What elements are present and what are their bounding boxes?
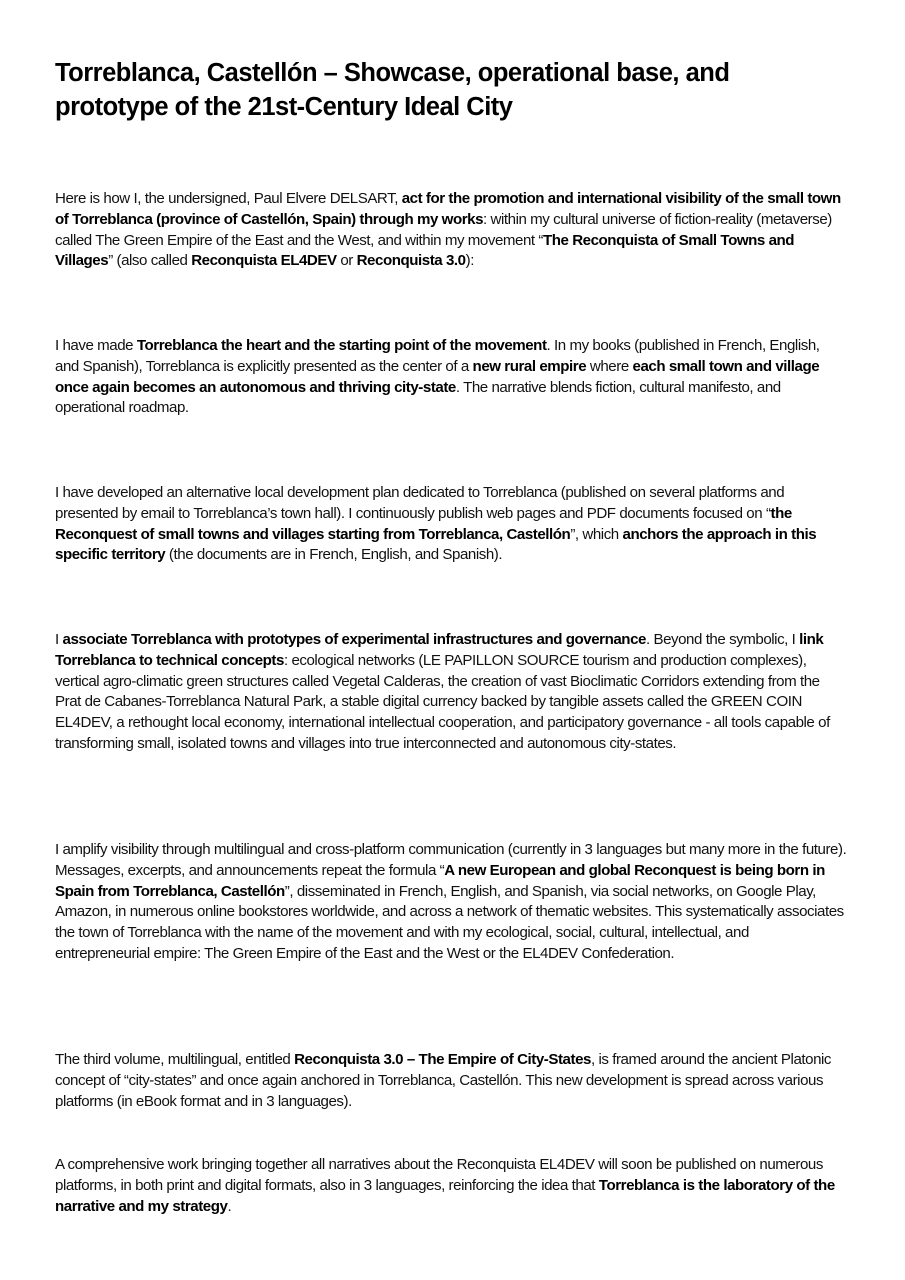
bold-text-run: Torreblanca is the laboratory of the narrative and my strategy <box>55 1176 835 1215</box>
text-run: ): <box>465 252 474 270</box>
text-run: . In my books (published in French, English, and Spanish), Torreblanca is explicitly presented as the center of a <box>55 337 820 375</box>
text-run: ” (also called <box>108 252 192 270</box>
text-run: ”, disseminated in French, English, and Spanish, via social networks, on Google Play, Amazon, in numerous online bookstores worldwide, and across a network of thematic websites. This systematically associates the town of Torreblanca with the name of the movement and with my ecological, social, cultural, intellectual, and entrepreneurial empire: The Green Empire of the East and the West or the EL4DEV Confederation. <box>55 882 844 962</box>
bold-text-run: A new European and global Reconquest is being born in Spain from Torreblanca, Castellón <box>55 861 825 900</box>
bold-text-run: Reconquista 3.0 – The Empire of City-States <box>294 1051 591 1068</box>
bold-text-run: act for the promotion and international visibility of the small town of Torreblanca (province of Castellón, Spain) through my works <box>55 190 841 228</box>
text-run: : within my cultural universe of fiction-reality (metaverse) called The Green Empire of the East and the West, and within my movement “ <box>55 210 832 249</box>
text-run: I amplify visibility through multilingual and cross-platform communication (currently in 3 languages but many more in the future). Messages, excerpts, and announcements repeat the formula “ <box>55 841 847 879</box>
text-run: . <box>227 1197 232 1215</box>
paragraph-plan <box>55 483 847 566</box>
document-title: Torreblanca, Castellón – Showcase, operational base, and prototype of the 21st-Century Ideal City <box>55 59 730 121</box>
paragraph-heart <box>55 336 847 419</box>
text-run: : ecological networks (LE PAPILLON SOURCE tourism and production complexes), vertical agro-climatic green structures called Vegetal Calderas, the creation of vast Bioclimatic Corridors extending from the Prat de Cabanes-Torreblanca Natural Park, a stable digital currency backed by tangible assets called the GREEN COIN EL4DEV, a rethought local economy, international intellectual cooperation, and participatory governance - all tools capable of transforming small, isolated towns and villages into true interconnected and autonomous city-states. <box>55 651 830 752</box>
bold-text-run: Torreblanca the heart and the starting point of the movement <box>136 337 547 354</box>
text-run: I have made <box>55 337 137 354</box>
text-run: (the documents are in French, English, and Spanish). <box>165 546 503 564</box>
text-run: , is framed around the ancient Platonic concept of “city-states” and once again anchored in Torreblanca, Castellón. This new development is spread across various platforms (in eBook format and in 3 languages). <box>55 1051 832 1110</box>
bold-text-run: associate Torreblanca with prototypes of experimental infrastructures and governance <box>62 631 646 648</box>
bold-text-run: the Reconquest of small towns and villages starting from Torreblanca, Castellón <box>55 504 792 543</box>
text-run: I <box>55 631 63 648</box>
bold-text-run: Reconquista EL4DEV <box>191 252 337 270</box>
paragraph-third-volume <box>55 1050 847 1112</box>
text-run: or <box>336 252 357 270</box>
bold-text-run: each small town and village once again becomes an autonomous and thriving city-state <box>55 357 820 396</box>
bold-text-run: new rural empire <box>472 357 587 375</box>
text-run: Here is how I, the undersigned, Paul Elvere DELSART, <box>55 190 402 207</box>
text-run: where <box>586 357 633 375</box>
text-run: ”, which <box>570 525 623 543</box>
bold-text-run: Reconquista 3.0 <box>356 252 466 270</box>
bold-text-run: The Reconquista of Small Towns and Villages <box>55 231 795 270</box>
paragraph-prototypes <box>55 630 847 755</box>
paragraph-visibility <box>55 840 847 965</box>
text-run: A comprehensive work bringing together all narratives about the Reconquista EL4DEV will soon be published on numerous platforms, in both print and digital formats, also in 3 languages, reinforcing the idea that <box>55 1156 823 1194</box>
text-run: . The narrative blends fiction, cultural manifesto, and operational roadmap. <box>55 378 781 417</box>
bold-text-run: link Torreblanca to technical concepts <box>55 631 824 669</box>
text-run: I have developed an alternative local development plan dedicated to Torreblanca (published on several platforms and presented by email to Torreblanca’s town hall). I continuously publish web pages and PDF documents focused on “ <box>55 484 785 522</box>
text-run: . Beyond the symbolic, I <box>645 631 800 648</box>
text-run: The third volume, multilingual, entitled <box>55 1051 295 1068</box>
bold-text-run: anchors the approach in this specific territory <box>55 525 817 564</box>
paragraph-intro <box>55 189 847 272</box>
paragraph-comprehensive-work <box>55 1155 847 1217</box>
